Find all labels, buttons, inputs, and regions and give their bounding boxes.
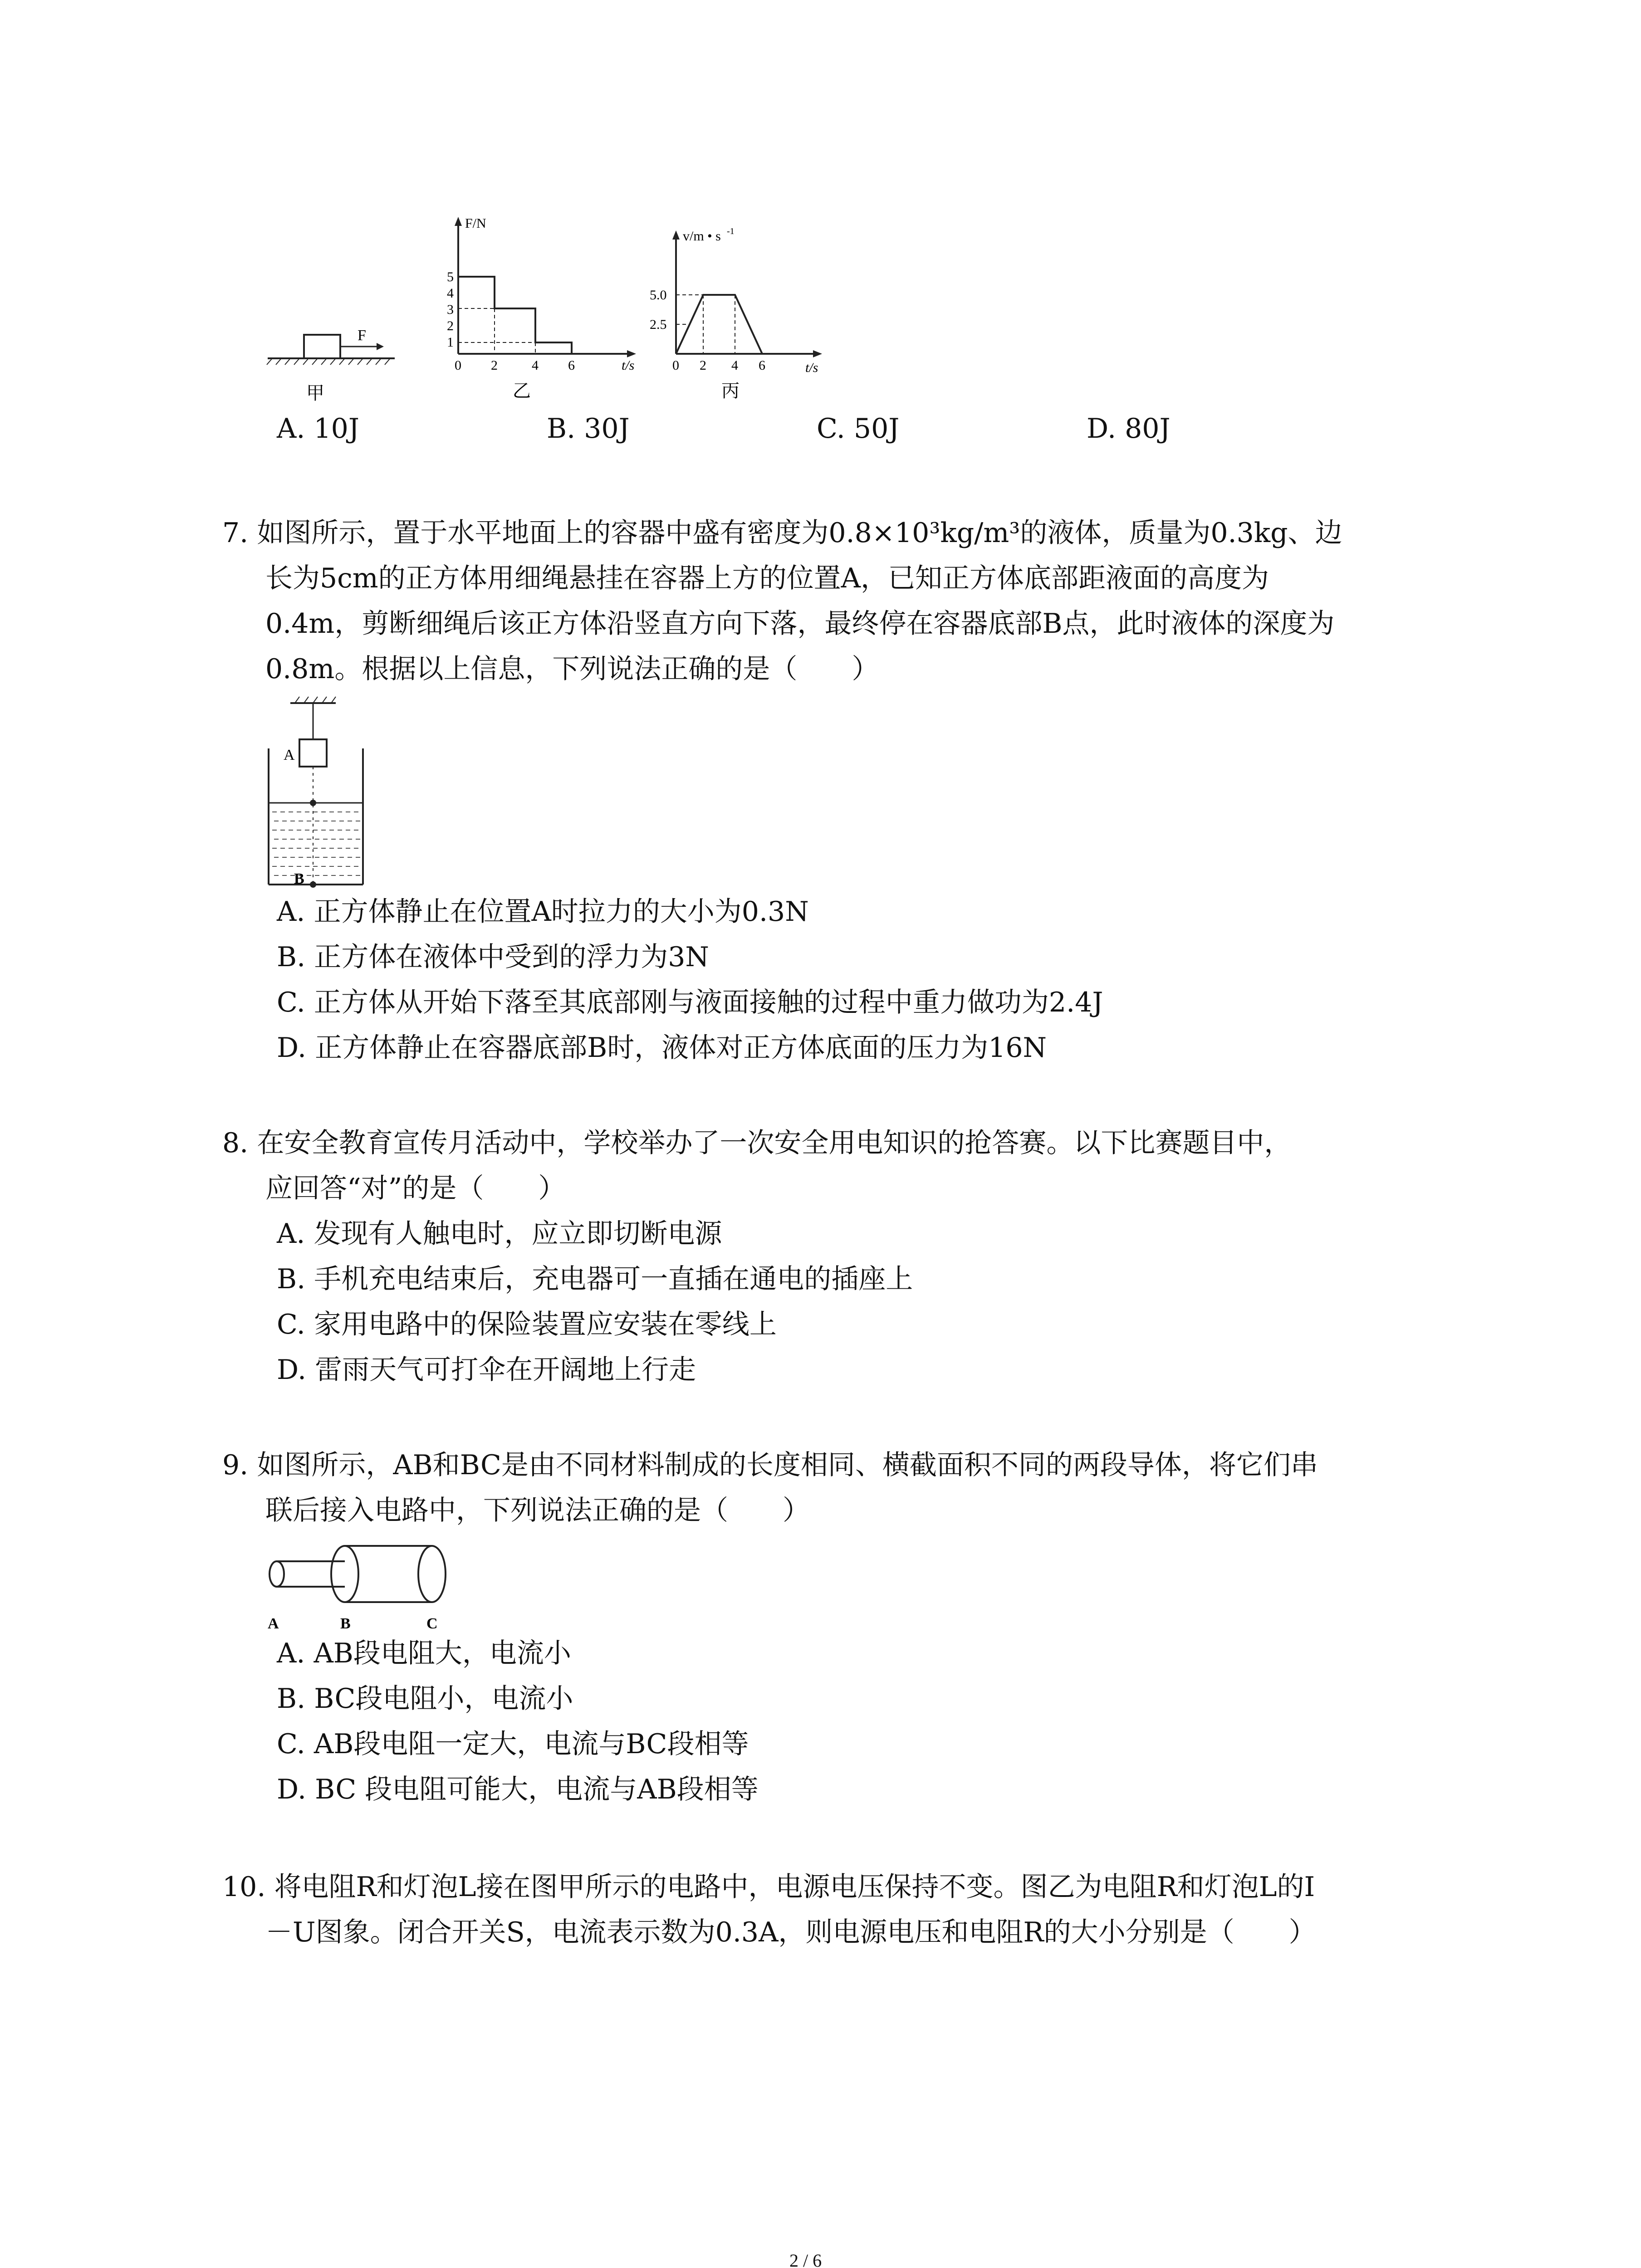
- q7-fig-label-b: B: [294, 870, 304, 887]
- q6-jia-caption: 甲: [306, 383, 324, 403]
- q7-stem-line: 0.4m，剪断细绳后该正方体沿竖直方向下落，最终停在容器底部B点，此时液体的深度为: [265, 608, 1335, 640]
- q6-yi-y-tick: 1: [447, 335, 454, 350]
- q8-option-c: C. 家用电路中的保险装置应安装在零线上: [277, 1309, 777, 1340]
- q7-stem-line: 7. 如图所示，置于水平地面上的容器中盛有密度为0.8×10³kg/m³的液体，质量为0.3kg、边: [222, 517, 1342, 549]
- q6-yi-y-tick: 2: [447, 318, 454, 333]
- q7-option-a: A. 正方体静止在位置A时拉力的大小为0.3N: [277, 896, 809, 928]
- q9-fig-label-c: C: [426, 1615, 438, 1632]
- q9-option-d: D. BC 段电阻可能大，电流与AB段相等: [277, 1774, 759, 1805]
- q7-option-b: B. 正方体在液体中受到的浮力为3N: [277, 941, 709, 973]
- q8-stem-line: 8. 在安全教育宣传月活动中，学校举办了一次安全用电知识的抢答赛。以下比赛题目中，: [222, 1127, 1292, 1159]
- q6-bing-y-label-sup: -1: [727, 226, 735, 236]
- q7-fig-label-a: A: [284, 747, 295, 763]
- q6-bing-x-tick: 4: [731, 358, 738, 373]
- q6-yi-y-label: F/N: [465, 216, 486, 231]
- q8-option-b: B. 手机充电结束后，充电器可一直插在通电的插座上: [277, 1263, 913, 1295]
- q6-yi-y-tick: 5: [447, 269, 454, 284]
- q6-figure-yi-force-time-graph: [431, 213, 649, 404]
- q6-option-c: C. 50J: [817, 413, 900, 445]
- q7-stem-line: 0.8m。根据以上信息，下列说法正确的是（ ）: [265, 653, 879, 685]
- q8-option-d: D. 雷雨天气可打伞在开阔地上行走: [277, 1354, 696, 1386]
- q7-option-d: D. 正方体静止在容器底部B时，液体对正方体底面的压力为16N: [277, 1032, 1047, 1064]
- q6-figure-bing-velocity-time-graph: [644, 222, 835, 404]
- q6-option-b: B. 30J: [547, 413, 630, 445]
- q7-stem-line: 长为5cm的正方体用细绳悬挂在容器上方的位置A，已知正方体底部距液面的高度为: [265, 562, 1269, 594]
- page-number: 2 / 6: [789, 2250, 822, 2268]
- q6-bing-y-label: v/m • s: [683, 229, 721, 244]
- q6-bing-x-tick: 0: [672, 358, 679, 373]
- q6-bing-caption: 丙: [721, 381, 740, 401]
- q6-bing-x-tick: 2: [700, 358, 706, 373]
- q6-jia-force-label: F: [358, 327, 366, 344]
- q7-container-figure: [263, 694, 381, 894]
- q9-stem-line: 9. 如图所示，AB和BC是由不同材料制成的长度相同、横截面积不同的两段导体，将它们串: [222, 1449, 1318, 1481]
- q6-bing-x-tick: 6: [759, 358, 765, 373]
- q6-figure-jia: [263, 318, 408, 408]
- q10-stem-line: 10. 将电阻R和灯泡L接在图甲所示的电路中，电源电压保持不变。图乙为电阻R和灯泡L的I: [222, 1871, 1315, 1903]
- q9-option-c: C. AB段电阻一定大，电流与BC段相等: [277, 1728, 749, 1760]
- q6-option-a: A. 10J: [277, 413, 359, 445]
- q6-bing-y-tick: 5.0: [650, 288, 667, 303]
- q6-yi-y-tick: 3: [447, 302, 454, 317]
- q6-yi-caption: 乙: [513, 381, 531, 401]
- q6-yi-x-tick: 0: [455, 358, 461, 373]
- q9-fig-label-a: A: [268, 1615, 279, 1632]
- q9-option-b: B. BC段电阻小，电流小: [277, 1683, 573, 1715]
- q6-bing-x-label: t/s: [805, 360, 818, 375]
- q9-stem-line: 联后接入电路中，下列说法正确的是（ ）: [265, 1495, 810, 1526]
- q8-stem-line: 应回答“对”的是（ ）: [265, 1173, 566, 1204]
- q6-yi-x-tick: 2: [491, 358, 498, 373]
- q6-yi-x-label: t/s: [622, 358, 635, 373]
- q9-fig-label-b: B: [340, 1615, 351, 1632]
- q8-option-a: A. 发现有人触电时，应立即切断电源: [277, 1218, 722, 1250]
- q10-stem-line: －U图象。闭合开关S，电流表示数为0.3A，则电源电压和电阻R的大小分别是（ ）: [265, 1916, 1316, 1948]
- q6-yi-y-tick: 4: [447, 286, 454, 301]
- q7-option-c: C. 正方体从开始下落至其底部刚与液面接触的过程中重力做功为2.4J: [277, 987, 1103, 1018]
- q6-option-d: D. 80J: [1087, 413, 1171, 445]
- q6-yi-x-tick: 4: [532, 358, 539, 373]
- q9-option-a: A. AB段电阻大，电流小: [277, 1637, 571, 1669]
- q9-conductor-figure: [263, 1538, 472, 1647]
- q6-yi-x-tick: 6: [568, 358, 575, 373]
- q6-bing-y-tick: 2.5: [650, 317, 667, 332]
